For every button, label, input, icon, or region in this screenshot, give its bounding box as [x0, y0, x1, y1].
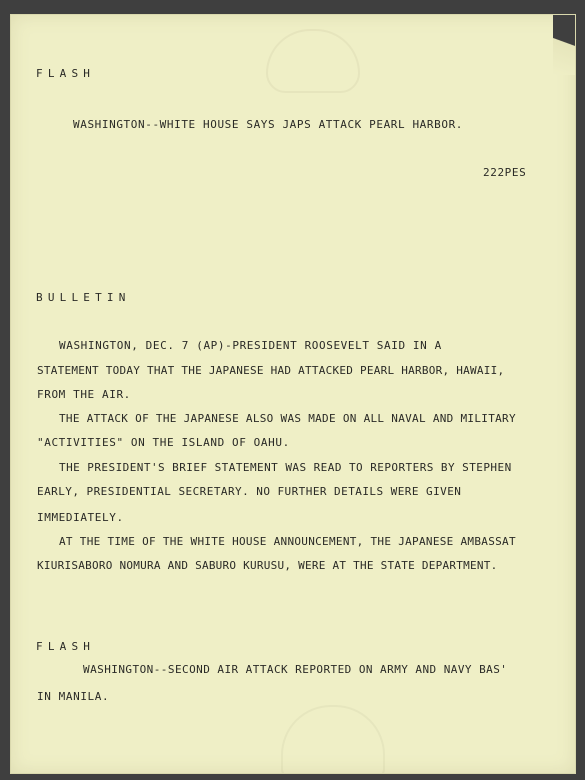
flash-text-2-continued: IN MANILA.: [37, 690, 110, 703]
bulletin-line: THE ATTACK OF THE JAPANESE ALSO WAS MADE ON ALL NAVAL AND MILITARY: [59, 412, 516, 425]
watermark-seal-top: [266, 29, 360, 93]
bulletin-line: IMMEDIATELY.: [37, 511, 124, 524]
bulletin-line: EARLY, PRESIDENTIAL SECRETARY. NO FURTHER DETAILS WERE GIVEN: [37, 485, 462, 498]
bulletin-line: THE PRESIDENT'S BRIEF STATEMENT WAS READ TO REPORTERS BY STEPHEN: [59, 461, 512, 474]
flash-text-2: WASHINGTON--SECOND AIR ATTACK REPORTED ON ARMY AND NAVY BAS': [83, 663, 508, 676]
flash-heading-1: FLASH: [36, 67, 96, 80]
bulletin-line: STATEMENT TODAY THAT THE JAPANESE HAD ATTACKED PEARL HARBOR, HAWAII,: [37, 364, 505, 377]
flash-heading-2: FLASH: [36, 640, 96, 653]
bulletin-heading: BULLETIN: [36, 291, 131, 304]
bulletin-line: WASHINGTON, DEC. 7 (AP)-PRESIDENT ROOSEVELT SAID IN A: [59, 339, 442, 352]
dispatch-code: 222PES: [483, 166, 527, 179]
watermark-seal-bottom: [281, 705, 385, 774]
bulletin-line: "ACTIVITIES" ON THE ISLAND OF OAHU.: [37, 436, 290, 449]
bulletin-line: KIURISABORO NOMURA AND SABURO KURUSU, WERE AT THE STATE DEPARTMENT.: [37, 559, 498, 572]
page-corner-fold: [553, 15, 575, 75]
bulletin-line: AT THE TIME OF THE WHITE HOUSE ANNOUNCEMENT, THE JAPANESE AMBASSAT: [59, 535, 516, 548]
bulletin-line: FROM THE AIR.: [37, 388, 131, 401]
teletype-page: [10, 14, 576, 774]
flash-text-1: WASHINGTON--WHITE HOUSE SAYS JAPS ATTACK PEARL HARBOR.: [73, 118, 464, 131]
